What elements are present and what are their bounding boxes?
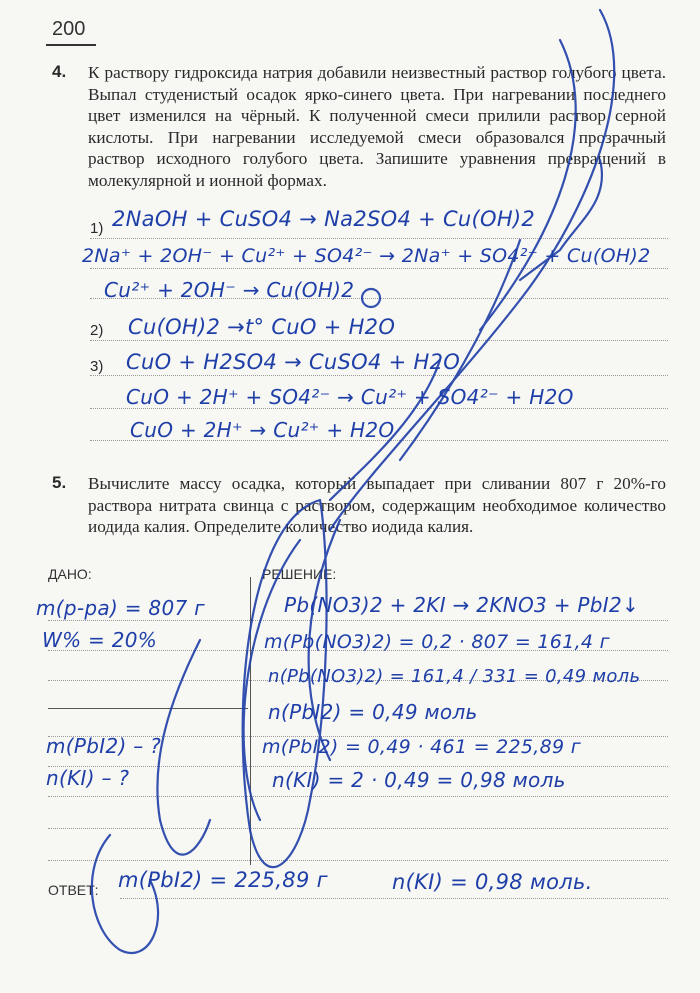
answer-rule bbox=[48, 766, 668, 767]
scribble-stroke bbox=[92, 835, 158, 953]
handwritten-equation: 2Na⁺ + 2OH⁻ + Cu²⁺ + SO4²⁻ → 2Na⁺ + SO4²⁻ + Cu(OH)2 bbox=[82, 245, 651, 267]
line-label-1: 1) bbox=[90, 220, 104, 237]
given-find-divider bbox=[48, 708, 248, 709]
given-label: ДАНО: bbox=[48, 566, 92, 582]
handwritten-solution: n(PbI2) = 0,49 моль bbox=[268, 700, 478, 724]
handwritten-solution: m(PbI2) = 0,49 · 461 = 225,89 г bbox=[262, 736, 582, 758]
scribble-stroke bbox=[157, 640, 210, 855]
handwritten-solution: n(Pb(NO3)2) = 161,4 / 331 = 0,49 моль bbox=[268, 666, 641, 687]
handwritten-find: n(KI) – ? bbox=[46, 766, 130, 790]
answer-rule bbox=[90, 375, 668, 376]
answer-rule bbox=[120, 898, 668, 899]
task-4-text: К раствору гидроксида натрия добавили неизвестный раствор голубого цвета. Выпал студенистый осадок ярко-синего цвета. При нагревании последнего цвет изменился на чёрный. К полученной смеси прилили раствор серной кислоты. При нагревании исследуемой смеси образовался прозрачный раствор исходного голубого цвета. Запишите уравнения превращений в молекулярной и ионной формах. bbox=[88, 63, 666, 190]
task-5-text: Вычислите массу осадка, который выпадает при сливании 807 г 20%-го раствора нитрата свинца с раствором, содержащим необходимое количество иодида калия. Определите количество иодида калия. bbox=[88, 474, 666, 536]
solution-label: РЕШЕНИЕ: bbox=[262, 566, 337, 582]
handwritten-equation: Cu²⁺ + 2OH⁻ → Cu(OH)2 bbox=[104, 278, 355, 302]
handwritten-solution: Pb(NO3)2 + 2KI → 2KNO3 + PbI2↓ bbox=[284, 593, 640, 617]
handwritten-answer: n(KI) = 0,98 моль. bbox=[392, 870, 593, 894]
page-number-rule bbox=[46, 44, 96, 46]
answer-rule bbox=[48, 860, 668, 861]
handwritten-equation: Cu(OH)2 →t° CuO + H2O bbox=[128, 315, 396, 339]
answer-rule bbox=[48, 620, 668, 621]
line-label-3: 3) bbox=[90, 358, 104, 375]
handwritten-find: m(PbI2) – ? bbox=[46, 734, 162, 758]
handwritten-equation: CuO + 2H⁺ + SO4²⁻ → Cu²⁺ + SO4²⁻ + H2O bbox=[126, 385, 574, 409]
answer-rule bbox=[48, 828, 668, 829]
answer-rule bbox=[90, 268, 668, 269]
answer-rule bbox=[90, 238, 668, 239]
handwritten-equation: CuO + H2SO4 → CuSO4 + H2O bbox=[126, 350, 461, 374]
answer-label: ОТВЕТ: bbox=[48, 882, 99, 898]
handwritten-equation: 2NaOH + CuSO4 → Na2SO4 + Cu(OH)2 bbox=[112, 207, 536, 231]
handwritten-equation: CuO + 2H⁺ → Cu²⁺ + H2O bbox=[130, 418, 395, 442]
page-number: 200 bbox=[52, 18, 86, 40]
handwritten-solution: n(KI) = 2 · 0,49 = 0,98 моль bbox=[272, 768, 566, 792]
answer-rule bbox=[90, 340, 668, 341]
handwritten-solution: m(Pb(NO3)2) = 0,2 · 807 = 161,4 г bbox=[264, 631, 610, 653]
task-5-number: 5. bbox=[52, 473, 67, 492]
handwritten-given: W% = 20% bbox=[42, 628, 158, 652]
line-label-2: 2) bbox=[90, 322, 104, 339]
handwritten-given: m(р-ра) = 807 г bbox=[36, 596, 205, 620]
task-4-number: 4. bbox=[52, 62, 67, 81]
answer-rule bbox=[48, 796, 668, 797]
handwritten-answer: m(PbI2) = 225,89 г bbox=[118, 868, 328, 892]
